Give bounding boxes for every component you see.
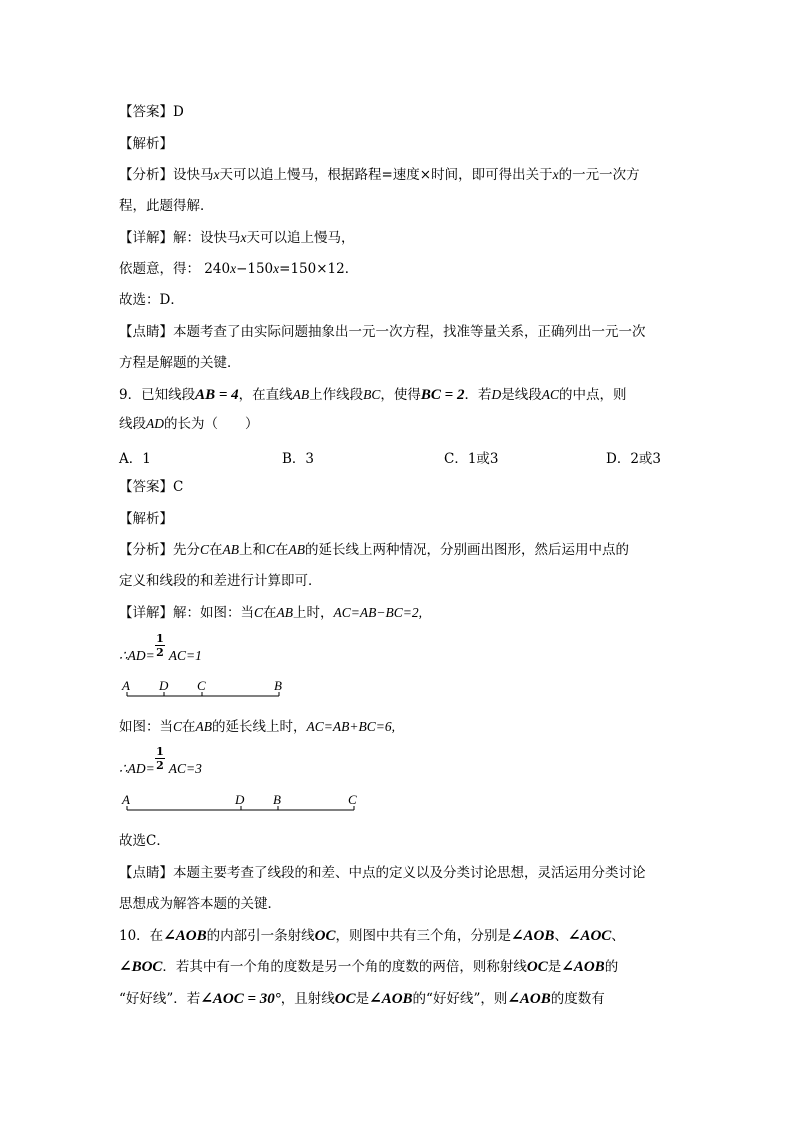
fig2-label-d: D	[235, 792, 245, 807]
q9-fenxi-line2: 定义和线段的和差进行计算即可．	[119, 573, 322, 589]
q9-option-c: C．1或3	[444, 451, 499, 467]
q9-case2-fraction: 1 2	[156, 745, 164, 772]
q8-equation: 依题意，得： 240x−150x=150×12．	[119, 261, 359, 277]
q9-case1-line: 【详解】解：如图：当C在AB上时，AC=AB−BC=2,	[119, 605, 422, 621]
q9-case1-fraction: 1 2	[156, 632, 164, 659]
fig1-label-d: D	[159, 678, 169, 693]
fig1-label-c: C	[197, 678, 206, 693]
q9-case1-result: ∴AD= AC=1	[119, 648, 202, 663]
q9-stem-line2: 线段AD的长为（ ）	[119, 416, 259, 432]
q9-option-a: A．1	[119, 451, 151, 467]
q9-analysis-heading: 【解析】	[119, 511, 173, 527]
fig2-label-a: A	[122, 792, 130, 807]
q9-answer: 【答案】C	[119, 479, 184, 495]
fig1-label-a: A	[122, 678, 130, 693]
q9-option-b: B．3	[282, 451, 315, 467]
q9-comment-line2: 思想成为解答本题的关键．	[119, 896, 281, 912]
q9-option-d: D．2或3	[606, 451, 662, 467]
q8-analysis-heading: 【解析】	[119, 136, 173, 152]
q8-comment-line1: 【点睛】本题考查了由实际问题抽象出一元一次方程，找准等量关系，正确列出一元一次	[119, 324, 646, 340]
q9-figure-case1	[117, 676, 297, 702]
q8-fenxi-line2: 程，此题得解．	[119, 198, 214, 214]
q8-comment-line2: 方程是解题的关键．	[119, 355, 241, 371]
q9-comment-line1: 【点睛】本题主要考查了线段的和差、中点的定义以及分类讨论思想，灵活运用分类讨论	[119, 865, 646, 881]
q9-stem-line1: 9．已知线段AB = 4，在直线AB上作线段BC，使得BC = 2．若D是线段AC的中点，则	[119, 387, 627, 403]
q10-stem-line2: ∠BOC．若其中有一个角的度数是另一个角的度数的两倍，则称射线OC是∠AOB的	[119, 959, 619, 975]
q10-stem-line1: 10．在∠AOB的内部引一条射线OC，则图中共有三个角，分别是∠AOB、∠AOC、	[119, 928, 625, 944]
q9-fenxi-line1: 【分析】先分C在AB上和C在AB的延长线上两种情况，分别画出图形，然后运用中点的	[119, 542, 630, 558]
fig1-label-b: B	[274, 678, 282, 693]
q8-fenxi-line1: 【分析】设快马x天可以追上慢马，根据路程=速度×时间，即可得出关于x的一元一次方	[119, 167, 640, 183]
q9-choose: 故选C．	[119, 833, 170, 849]
q8-answer: 【答案】D	[119, 104, 184, 120]
q8-detail-line1: 【详解】解：设快马x天可以追上慢马，	[119, 230, 355, 246]
q10-stem-line3: “好好线”．若∠AOC = 30°，且射线OC是∠AOB的“好好线”，则∠AOB的度数有	[119, 991, 605, 1007]
fig2-label-b: B	[273, 792, 281, 807]
q9-case2-result: ∴AD= AC=3	[119, 761, 202, 776]
q9-figure-case2	[117, 790, 367, 816]
q8-choose: 故选：D．	[119, 292, 184, 308]
q9-case2-line: 如图：当C在AB的延长线上时，AC=AB+BC=6,	[119, 719, 395, 735]
fig2-label-c: C	[348, 792, 357, 807]
